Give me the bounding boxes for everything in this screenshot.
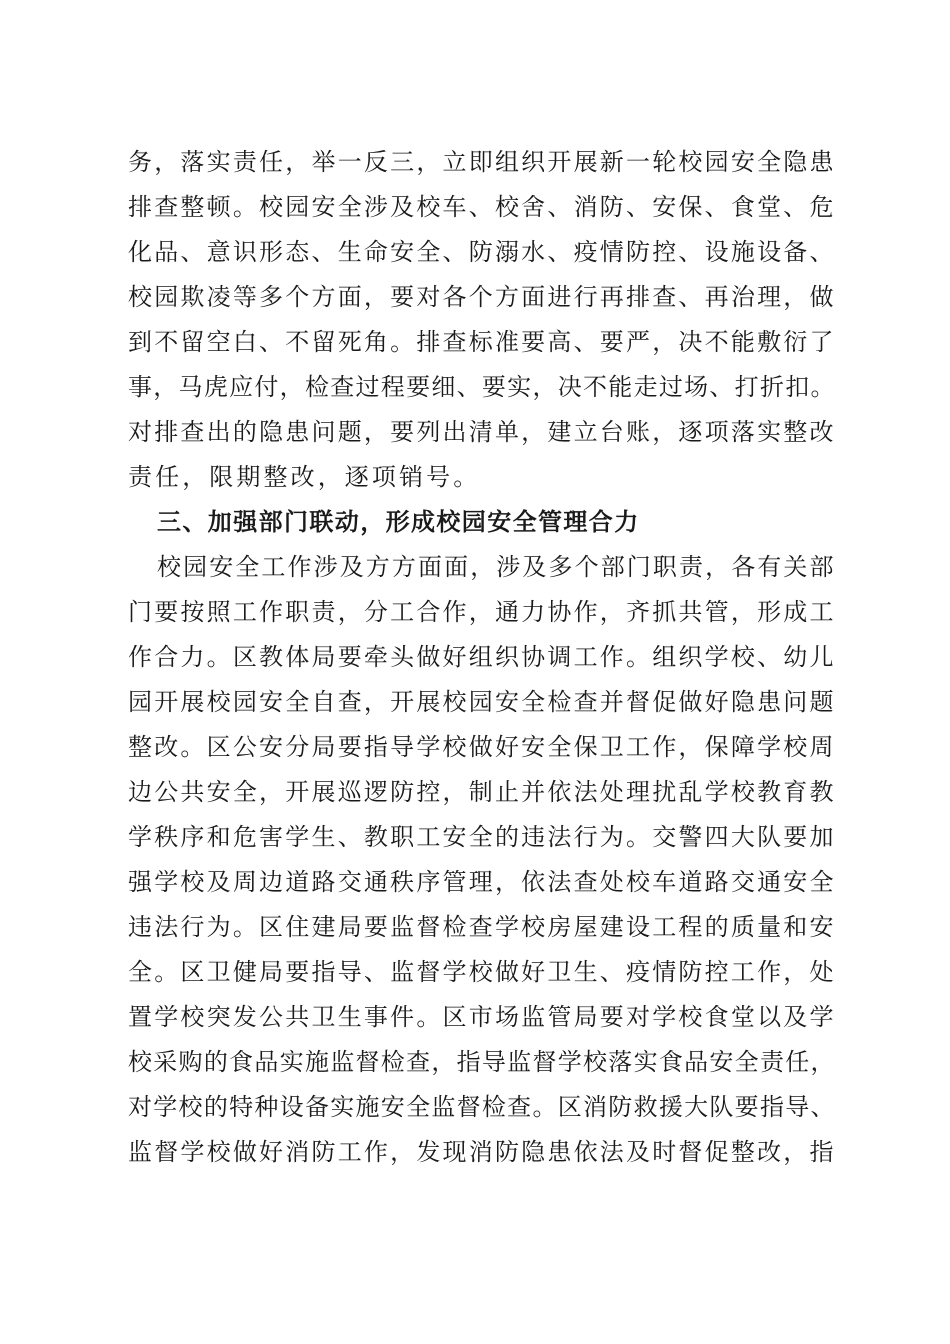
paragraph-line: 强学校及周边道路交通秩序管理，依法查处校车道路交通安全	[128, 868, 836, 896]
paragraph-line: 务，落实责任，举一反三，立即组织开展新一轮校园安全隐患	[128, 148, 836, 176]
paragraph-line: 监督学校做好消防工作，发现消防隐患依法及时督促整改，指	[128, 1138, 836, 1166]
paragraph-line: 置学校突发公共卫生事件。区市场监管局要对学校食堂以及学	[128, 1003, 836, 1031]
paragraph-line: 全。区卫健局要指导、监督学校做好卫生、疫情防控工作，处	[128, 958, 836, 986]
paragraph-line: 整改。区公安分局要指导学校做好安全保卫工作，保障学校周	[128, 733, 836, 761]
paragraph-line: 责任，限期整改，逐项销号。	[128, 463, 481, 491]
paragraph-line: 化品、意识形态、生命安全、防溺水、疫情防控、设施设备、	[128, 238, 836, 266]
paragraph-line: 对学校的特种设备实施安全监督检查。区消防救援大队要指导、	[128, 1093, 836, 1121]
paragraph-line: 校园安全工作涉及方方面面，涉及多个部门职责，各有关部	[157, 553, 836, 581]
paragraph-line: 门要按照工作职责，分工合作，通力协作，齐抓共管，形成工	[128, 598, 836, 626]
paragraph-line: 校园欺凌等多个方面，要对各个方面进行再排查、再治理，做	[128, 283, 836, 311]
paragraph-line: 事，马虎应付，检查过程要细、要实，决不能走过场、打折扣。	[128, 373, 836, 401]
paragraph-line: 到不留空白、不留死角。排查标准要高、要严，决不能敷衍了	[128, 328, 836, 356]
section-heading: 三、加强部门联动，形成校园安全管理合力	[157, 508, 640, 536]
paragraph-line: 对排查出的隐患问题，要列出清单，建立台账，逐项落实整改	[128, 418, 836, 446]
paragraph-line: 学秩序和危害学生、教职工安全的违法行为。交警四大队要加	[128, 823, 836, 851]
paragraph-line: 作合力。区教体局要牵头做好组织协调工作。组织学校、幼儿	[128, 643, 836, 671]
paragraph-line: 排查整顿。校园安全涉及校车、校舍、消防、安保、食堂、危	[128, 193, 836, 221]
paragraph-line: 园开展校园安全自查，开展校园安全检查并督促做好隐患问题	[128, 688, 836, 716]
paragraph-line: 违法行为。区住建局要监督检查学校房屋建设工程的质量和安	[128, 913, 836, 941]
paragraph-line: 校采购的食品实施监督检查，指导监督学校落实食品安全责任，	[128, 1048, 836, 1076]
paragraph-line: 边公共安全，开展巡逻防控，制止并依法处理扰乱学校教育教	[128, 778, 836, 806]
